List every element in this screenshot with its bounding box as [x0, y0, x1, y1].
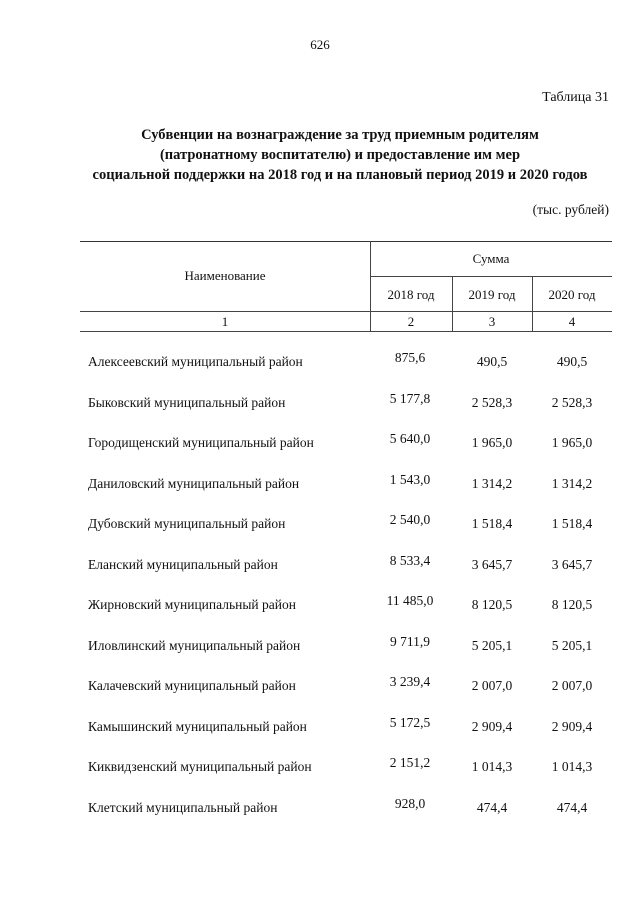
header-col-number-2: 2	[407, 314, 415, 329]
header-col-number-1: 1	[221, 314, 229, 329]
header-year-2018: 2018 год	[387, 287, 435, 302]
row-value-2018: 8 533,4	[389, 552, 431, 568]
header-top-rule	[80, 241, 612, 242]
row-value-2019: 1 965,0	[471, 435, 513, 450]
row-value-2019: 1 314,2	[471, 475, 513, 491]
row-name: Камышинский муниципальный район	[88, 718, 307, 734]
row-value-2018: 2 151,2	[389, 755, 431, 770]
row-value-2018: 11 485,0	[386, 593, 434, 608]
table-row	[0, 585, 640, 626]
table-row	[0, 626, 640, 667]
row-value-2020: 8 120,5	[551, 597, 593, 612]
table-row	[0, 788, 640, 829]
row-value-2020: 1 314,2	[551, 475, 593, 491]
table-row	[0, 666, 640, 707]
row-value-2018: 5 177,8	[389, 390, 431, 406]
row-value-2018: 9 711,9	[390, 633, 430, 649]
row-value-2020: 3 645,7	[551, 556, 593, 572]
page-number: 626	[310, 37, 330, 52]
header-col-number-3: 3	[488, 314, 496, 329]
row-value-2020: 2 909,4	[551, 718, 593, 734]
row-value-2020: 5 205,1	[551, 637, 593, 653]
table-row	[0, 504, 640, 545]
document-title	[60, 125, 620, 185]
row-name: Еланский муниципальный район	[88, 556, 278, 572]
row-name: Дубовский муниципальный район	[88, 516, 286, 531]
row-value-2019: 1 014,3	[471, 759, 513, 774]
row-value-2019: 2 528,3	[471, 394, 513, 410]
row-value-2018: 928,0	[394, 795, 426, 811]
row-value-2019: 2 909,4	[471, 718, 513, 734]
row-name: Клетский муниципальный район	[88, 799, 278, 815]
row-value-2019: 8 120,5	[471, 597, 513, 612]
row-value-2019: 5 205,1	[471, 637, 513, 653]
header-year-2020: 2020 год	[548, 287, 596, 302]
title-line-2: (патронатному воспитателю) и предоставление им мер	[159, 147, 521, 163]
row-value-2018: 1 543,0	[389, 471, 431, 487]
title-line-1: Субвенции на вознаграждение за труд приемным родителям	[141, 127, 539, 143]
row-name: Калачевский муниципальный район	[88, 678, 296, 693]
row-value-2019: 1 518,4	[471, 516, 513, 531]
row-value-2020: 1 965,0	[551, 435, 593, 450]
table-row	[0, 707, 640, 748]
row-name: Даниловский муниципальный район	[88, 475, 300, 491]
row-value-2018: 5 172,5	[389, 714, 431, 730]
header-col-number-4: 4	[568, 314, 576, 329]
row-name: Городищенский муниципальный район	[88, 435, 314, 450]
table-row	[0, 464, 640, 505]
header-year-2019: 2019 год	[468, 287, 516, 302]
units-note: (тыс. рублей)	[532, 202, 609, 217]
table-row	[0, 747, 640, 788]
header-sum-rule	[370, 276, 612, 277]
table-row	[0, 545, 640, 586]
row-value-2019: 3 645,7	[471, 556, 513, 572]
row-value-2020: 2 007,0	[551, 678, 593, 693]
row-value-2019: 490,5	[476, 354, 508, 369]
header-bottom-rule	[80, 331, 612, 332]
row-name: Жирновский муниципальный район	[88, 597, 296, 612]
row-value-2020: 474,4	[556, 799, 588, 815]
row-value-2018: 3 239,4	[389, 674, 431, 689]
row-value-2018: 5 640,0	[389, 431, 431, 446]
table-row	[0, 383, 640, 424]
header-name: Наименование	[184, 268, 266, 283]
row-value-2020: 1 014,3	[551, 759, 593, 774]
row-name: Быковский муниципальный район	[88, 394, 286, 410]
header-sum: Сумма	[472, 251, 510, 266]
row-value-2020: 1 518,4	[551, 516, 593, 531]
table-body	[0, 342, 640, 828]
row-name: Алексеевский муниципальный район	[88, 354, 303, 369]
row-value-2018: 875,6	[394, 350, 426, 365]
row-value-2020: 490,5	[556, 354, 588, 369]
table-row	[0, 423, 640, 464]
row-value-2020: 2 528,3	[551, 394, 593, 410]
row-value-2018: 2 540,0	[389, 512, 431, 527]
row-value-2019: 474,4	[476, 799, 508, 815]
table-label: Таблица 31	[542, 90, 609, 105]
table-row	[0, 342, 640, 383]
row-name: Иловлинский муниципальный район	[88, 637, 301, 653]
title-line-3: социальной поддержки на 2018 год и на плановый период 2019 и 2020 годов	[92, 167, 588, 183]
row-name: Киквидзенский муниципальный район	[88, 759, 312, 774]
row-value-2019: 2 007,0	[471, 678, 513, 693]
